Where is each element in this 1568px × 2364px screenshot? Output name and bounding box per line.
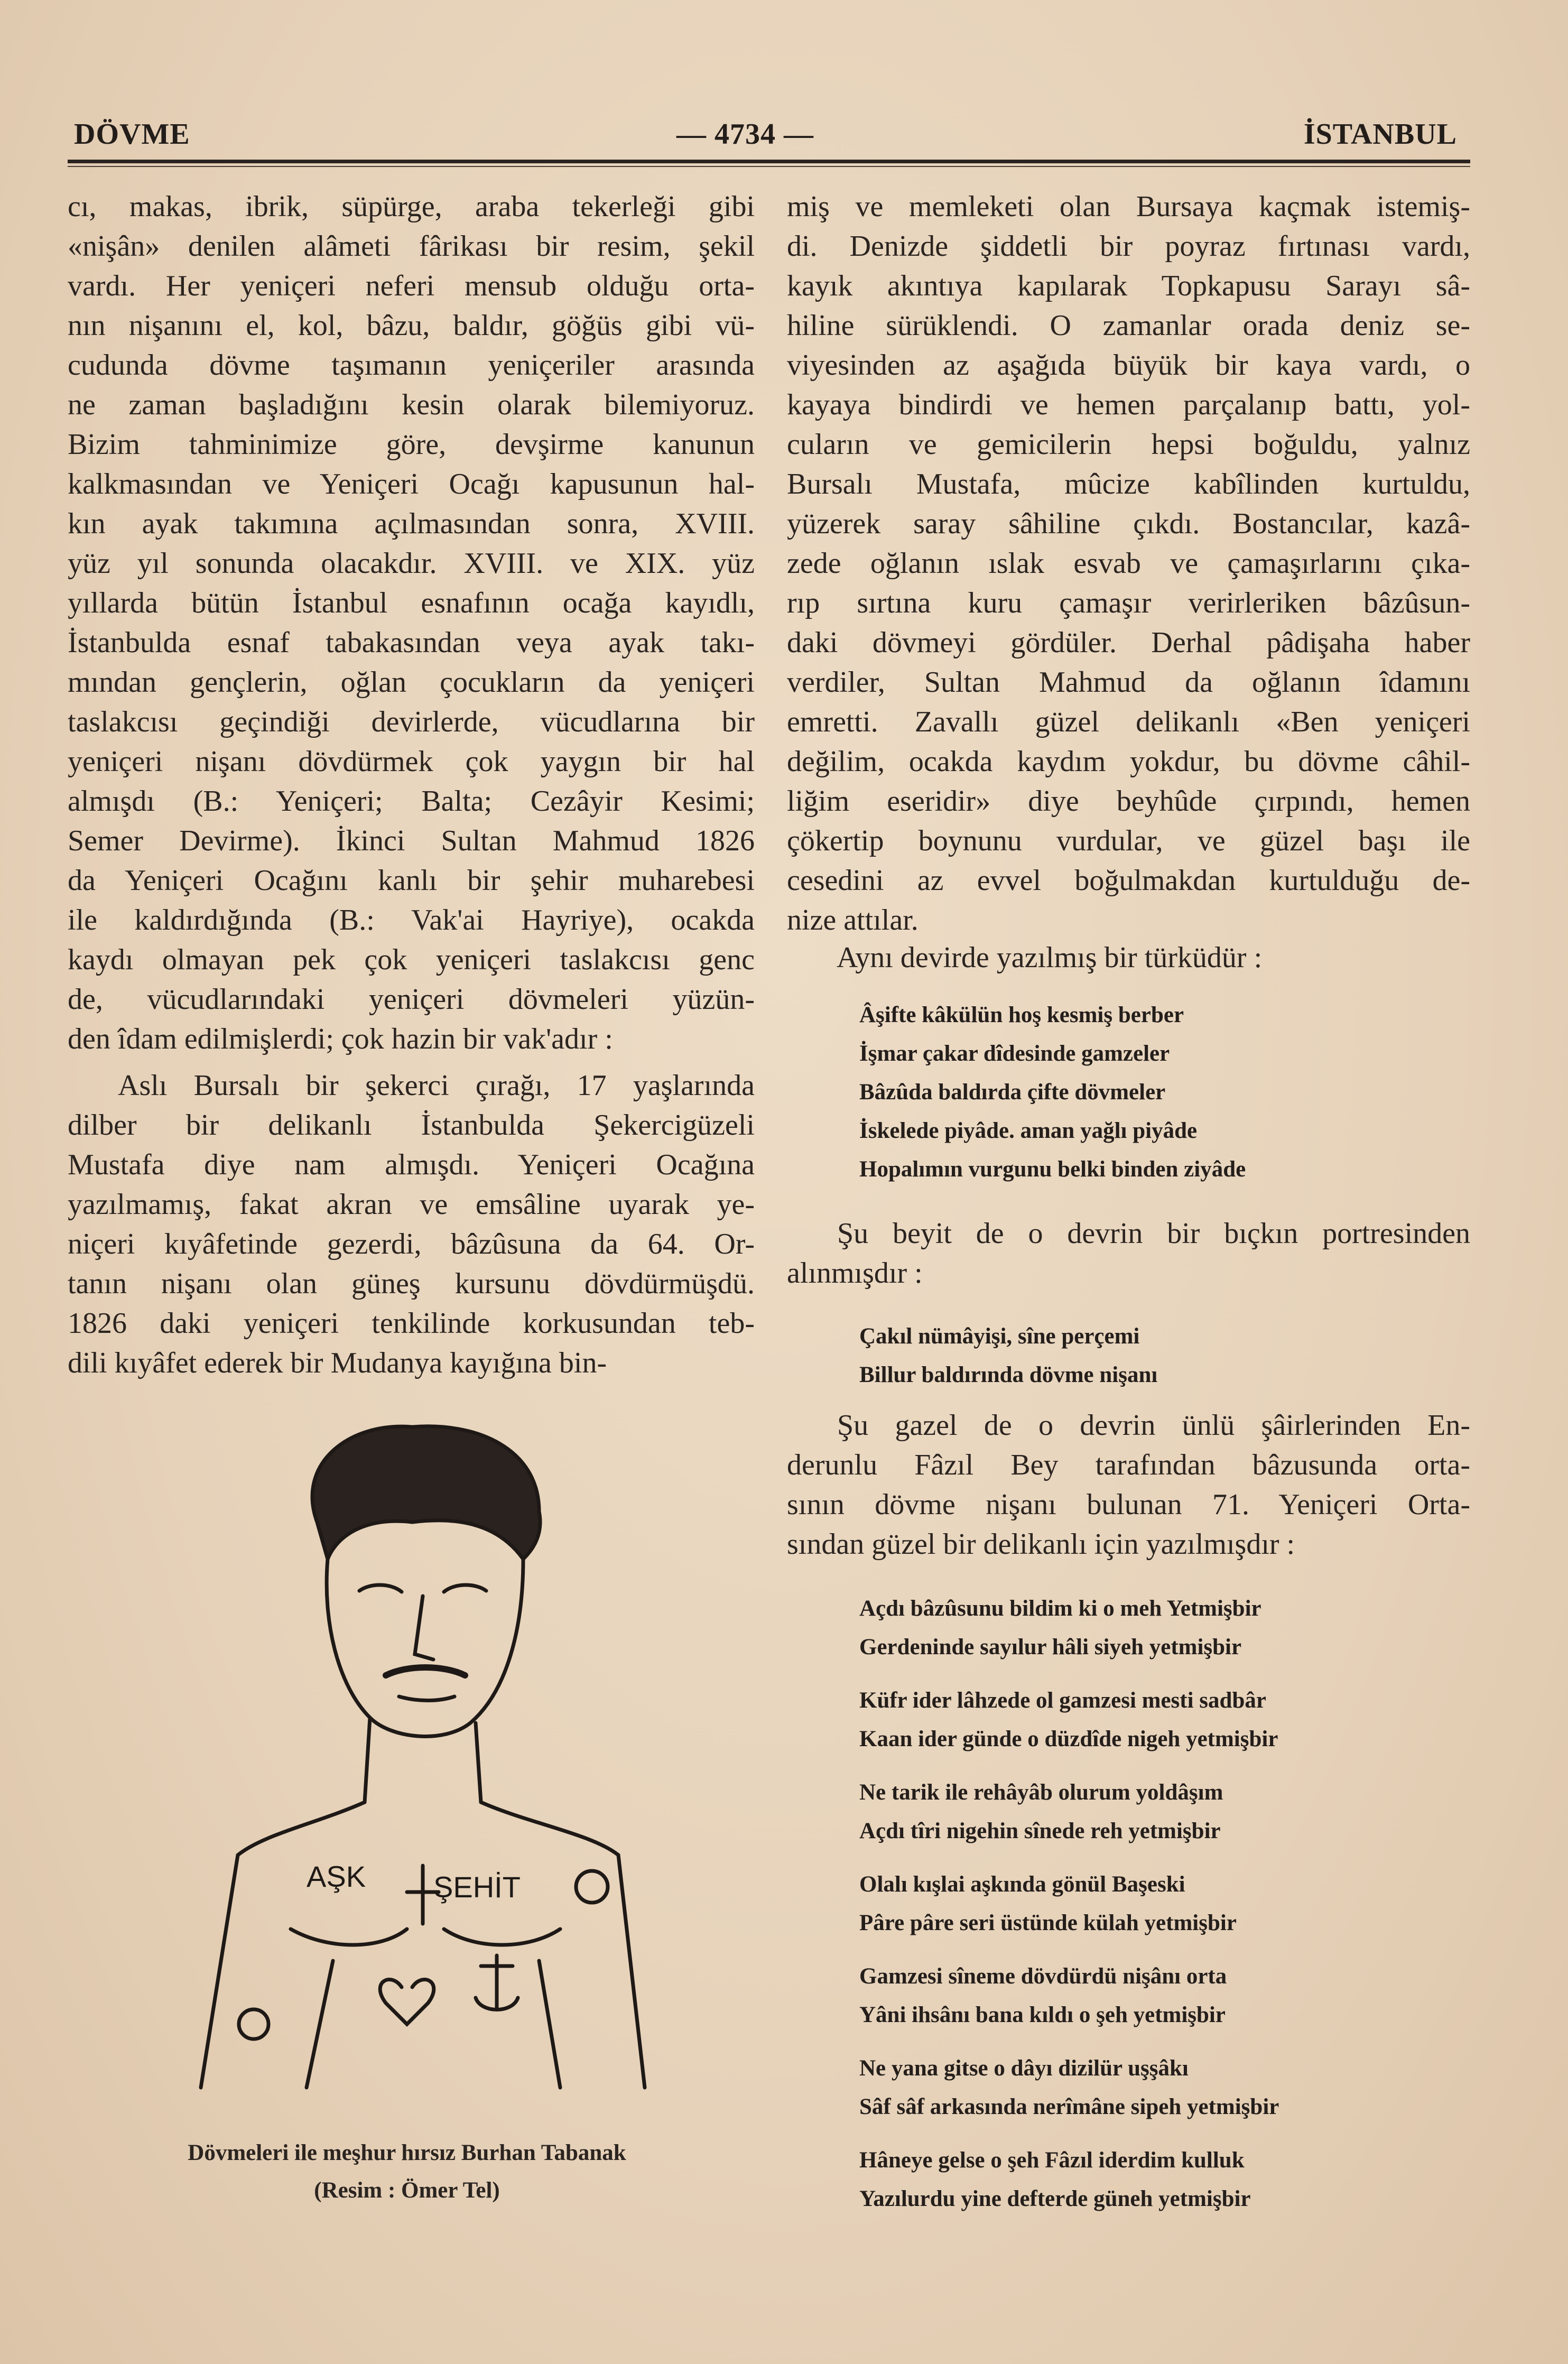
- text-line: tanın nişanı olan güneş kursunu dövdürmüşdü.: [68, 1267, 755, 1300]
- gazel-couplet: [859, 1865, 1237, 1942]
- text-line: liğim eseridir» diye beyhûde çırpındı, hemen: [787, 785, 1470, 818]
- text-line: viyesinden az aşağıda büyük bir kaya vardı, o: [787, 349, 1470, 382]
- mustache: [386, 1667, 465, 1675]
- verse-line: Gamzesi sîneme dövdürdü nişânı orta: [859, 1964, 1227, 1989]
- verse-line: Olalı kışlai aşkında gönül Başeski: [859, 1872, 1185, 1897]
- header-publication-title: İSTANBUL: [1303, 118, 1457, 151]
- text-line: Aynı devirde yazılmış bir türküdür :: [837, 941, 1263, 974]
- text-line: cı, makas, ibrik, süpürge, araba tekerleği gibi: [68, 190, 755, 223]
- mouth: [399, 1696, 454, 1701]
- verse-line: Pâre pâre seri üstünde külah yetmişbir: [859, 1911, 1237, 1935]
- text-line: yüz yıl sonunda olacakdır. XVIII. ve XIX. yüz: [68, 547, 755, 580]
- hair: [312, 1426, 540, 1559]
- text-line: derunlu Fâzıl Bey tarafından bâzusunda orta-: [787, 1449, 1470, 1481]
- verse-line: Ne tarik ile rehâyâb olurum yoldâşım: [859, 1780, 1223, 1805]
- text-line: hiline sürüklendi. O zamanlar orada deniz se-: [787, 309, 1470, 342]
- right-column-paragraph-1: [787, 187, 1470, 940]
- text-line: kın ayak takımına açılmasından sonra, XVIII.: [68, 507, 755, 540]
- verse-line: Yâni ihsânı bana kıldı o şeh yetmişbir: [859, 2003, 1226, 2027]
- gazel-couplet: [859, 1589, 1261, 1666]
- verse-line: Hopalımın vurgunu belki binden ziyâde: [859, 1157, 1246, 1182]
- illustration-caption: Dövmeleri ile meşhur hırsız Burhan Tabanak: [188, 2140, 626, 2165]
- gazel-couplet: [859, 1773, 1223, 1850]
- text-line: yüzerek saray sâhiline çıkdı. Bostancılar, kazâ-: [787, 507, 1470, 540]
- text-line: cudunda dövme taşımanın yeniçeriler arasında: [68, 349, 755, 382]
- verse-line: Açdı bâzûsunu bildim ki o meh Yetmişbir: [859, 1596, 1261, 1621]
- text-line: Mustafa diye nam almışdı. Yeniçeri Ocağına: [68, 1148, 755, 1181]
- gazel-couplet: [859, 1957, 1227, 2034]
- text-line: den îdam edilmişlerdi; çok hazin bir vak'adır :: [68, 1023, 613, 1055]
- shoulders: [201, 1802, 645, 2088]
- text-line: rıp sırtına kuru çamaşır verirleriken bâzûsun-: [787, 587, 1470, 619]
- text-line: «nişân» denilen alâmeti fârikası bir resim, şekil: [68, 230, 755, 263]
- face-outline: [327, 1559, 523, 1736]
- header-rule: [68, 160, 1470, 163]
- verse-line: Billur baldırında dövme nişanı: [859, 1362, 1158, 1387]
- text-line: yazılmamış, fakat akran ve emsâline uyarak ye-: [68, 1188, 755, 1221]
- turku-verses: [859, 996, 1246, 1189]
- tattoo-word-sehit: ŞEHİT: [433, 1870, 521, 1904]
- text-line: Bizim tahminimize göre, devşirme kanunun: [68, 428, 755, 461]
- gazel-couplet: [859, 1681, 1278, 1758]
- verse-line: Hâneye gelse o şeh Fâzıl iderdim kulluk: [859, 2148, 1245, 2173]
- text-line: ne zaman başladığını kesin olarak bilemiyoruz.: [68, 388, 755, 421]
- text-line: vardı. Her yeniçeri neferi mensub olduğu orta-: [68, 270, 755, 302]
- text-line: Şu gazel de o devrin ünlü şâirlerinden En-: [837, 1409, 1470, 1442]
- text-line: di. Denizde şiddetli bir poyraz fırtınası vardı,: [787, 230, 1470, 263]
- text-line: miş ve memleketi olan Bursaya kaçmak istemiş-: [787, 190, 1470, 223]
- verse-line: Ne yana gitse o dâyı dizilür uşşâkı: [859, 2056, 1189, 2081]
- verse-line: Kaan ider günde o düzdîde nigeh yetmişbir: [859, 1727, 1278, 1751]
- gazel-couplet: [859, 2141, 1251, 2218]
- gazel-intro: [787, 1406, 1470, 1564]
- verse-line: Küfr ider lâhzede ol gamzesi mesti sadbâr: [859, 1688, 1266, 1713]
- text-line: sının dövme nişanı bulunan 71. Yeniçeri Orta-: [787, 1488, 1470, 1521]
- text-line: verdiler, Sultan Mahmud da oğlanın îdamını: [787, 666, 1470, 699]
- beyit-intro: [787, 1214, 1470, 1293]
- heart-tattoo: [380, 1980, 434, 2024]
- text-line: Bursalı Mustafa, mûcize kabîlinden kurtuldu,: [787, 468, 1470, 500]
- text-line: değilim, ocakda kaydım yokdur, bu dövme câhil-: [787, 745, 1470, 778]
- text-line: kalkmasından ve Yeniçeri Ocağı kapusunun hal-: [68, 468, 755, 500]
- text-line: nın nişanını el, kol, bâzu, baldır, göğüs gibi vü-: [68, 309, 755, 342]
- chest-lines: [291, 1929, 560, 2088]
- text-line: daki dövmeyi gördüler. Derhal pâdişaha haber: [787, 626, 1470, 659]
- text-line: niçeri kıyâfetinde gezerdi, bâzûsuna da 64. Or-: [68, 1228, 755, 1260]
- text-line: taslakcısı geçindiği devirlerde, vücudlarına bir: [68, 706, 755, 738]
- nose: [415, 1596, 433, 1660]
- header-section-title: DÖVME: [74, 118, 190, 151]
- text-line: İstanbulda esnaf tabakasından veya ayak takı-: [68, 626, 755, 659]
- header-page-number: — 4734 —: [676, 118, 814, 151]
- verse-line: Çakıl nümâyişi, sîne perçemi: [859, 1324, 1140, 1349]
- left-column-paragraph-1: [68, 187, 755, 1059]
- text-line: 1826 daki yeniçeri tenkilinde korkusundan teb-: [68, 1307, 755, 1340]
- gazel-couplet: [859, 2049, 1279, 2126]
- verse-line: Sâf sâf arkasında nerîmâne sipeh yetmişbir: [859, 2094, 1279, 2119]
- verse-line: Bâzûda baldırda çifte dövmeler: [859, 1080, 1166, 1105]
- anchor-tattoo: [476, 1955, 518, 2010]
- text-line: mından gençlerin, oğlan çocukların da yeniçeri: [68, 666, 755, 699]
- text-line: ile kaldırdığında (B.: Vak'ai Hayriye), ocakda: [68, 904, 755, 937]
- verse-line: Gerdeninde sayılur hâli siyeh yetmişbir: [859, 1635, 1242, 1660]
- text-line: dili kıyâfet ederek bir Mudanya kayığına bin-: [68, 1347, 607, 1379]
- text-line: kayık akıntıya kapılarak Topkapusu Sarayı sâ-: [787, 270, 1470, 302]
- verse-line: Âşifte kâkülün hoş kesmiş berber: [859, 1003, 1184, 1027]
- neck: [365, 1718, 481, 1802]
- text-line: çökertip boynunu vurdular, ve güzel başı ile: [787, 824, 1470, 857]
- right-eye: [444, 1585, 486, 1592]
- turku-intro: [837, 938, 1471, 978]
- text-line: emretti. Zavallı güzel delikanlı «Ben yeniçeri: [787, 706, 1470, 738]
- symbol-tattoo: [576, 1871, 608, 1903]
- text-line: de, vücudlarındaki yeniçeri dövmeleri yüzün-: [68, 983, 755, 1016]
- verse-line: Açdı tîri nigehin sînede reh yetmişbir: [859, 1819, 1221, 1843]
- text-line: da Yeniçeri Ocağını kanlı bir şehir muharebesi: [68, 864, 755, 897]
- text-line: cesedini az evvel boğulmakdan kurtulduğu de-: [787, 864, 1470, 897]
- tattoo-word-ask: AŞK: [307, 1860, 366, 1893]
- text-line: cuların ve gemicilerin hepsi boğuldu, yalnız: [787, 428, 1470, 461]
- header-rule-thin: [68, 166, 1470, 167]
- illustration-credit: (Resim : Ömer Tel): [314, 2178, 500, 2203]
- face-tattoo: [239, 2009, 268, 2039]
- text-line: Semer Devirme). İkinci Sultan Mahmud 1826: [68, 824, 755, 857]
- text-line: yeniçeri nişanı dövdürmek çok yaygın bir hal: [68, 745, 755, 778]
- text-line: dilber bir delikanlı İstanbulda Şekercigüzeli: [68, 1109, 755, 1142]
- text-line: yıllarda bütün İstanbul esnafının ocağa kayıdlı,: [68, 587, 755, 619]
- text-line: nize attılar.: [787, 904, 918, 937]
- text-line: zede oğlanın ıslak esvab ve çamaşırlarını çıka-: [787, 547, 1470, 580]
- text-line: kayaya bindirdi ve hemen parçalanıp battı, yol-: [787, 388, 1470, 421]
- verse-line: İskelede piyâde. aman yağlı piyâde: [859, 1118, 1198, 1143]
- left-column-paragraph-2: [68, 1066, 755, 1383]
- left-eye: [359, 1585, 402, 1592]
- text-line: Aslı Bursalı bir şekerci çırağı, 17 yaşlarında: [118, 1069, 755, 1102]
- verse-line: İşmar çakar dîdesinde gamzeler: [859, 1041, 1170, 1066]
- verse-line: Yazılurdu yine defterde güneh yetmişbir: [859, 2186, 1251, 2211]
- text-line: almışdı (B.: Yeniçeri; Balta; Cezâyir Kesimi;: [68, 785, 755, 818]
- text-line: alınmışdır :: [787, 1257, 923, 1290]
- text-line: Şu beyit de o devrin bir bıçkın portresinden: [837, 1217, 1470, 1250]
- beyit-verses: [859, 1317, 1157, 1394]
- tattooed-man-illustration: [159, 1401, 698, 2114]
- text-line: kaydı olmayan pek çok yeniçeri taslakcısı genc: [68, 943, 755, 976]
- text-line: sından güzel bir delikanlı için yazılmışdır :: [787, 1528, 1295, 1561]
